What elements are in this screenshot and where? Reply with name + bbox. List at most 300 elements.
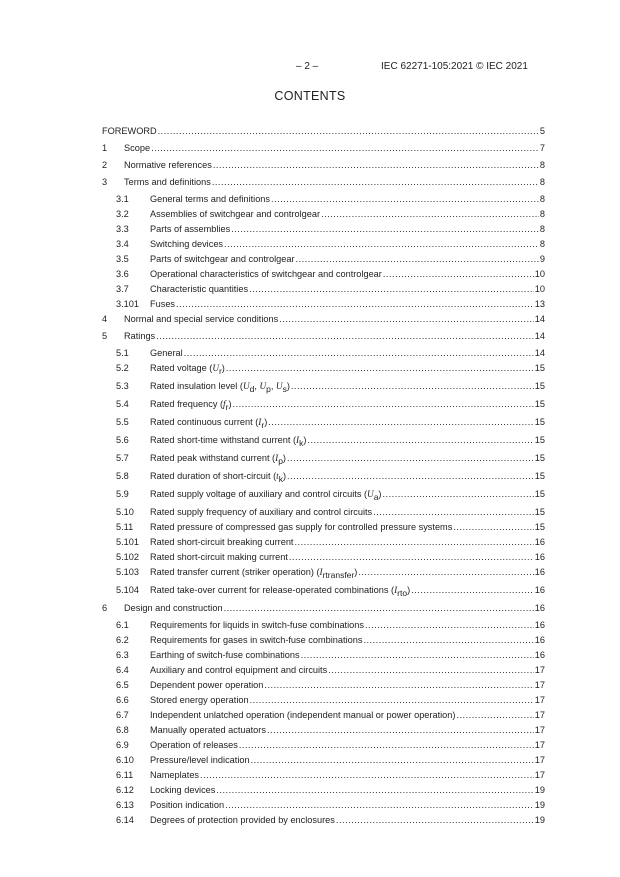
symbol: U [212,363,219,373]
toc-entry-number: 6.9 [116,740,129,750]
dot-leader [382,487,533,502]
symbol-subscript: d [249,384,255,394]
toc-entry-number: 5.10 [116,507,134,517]
toc-entry[interactable] [102,738,545,753]
toc-entry-text: General [150,348,183,358]
toc-entry-page: 19 [534,815,545,825]
toc-entry-title [150,346,183,361]
dot-leader [264,678,533,693]
dot-leader [268,415,534,430]
closing-paren: ) [221,363,225,373]
toc-entry-page: 15 [534,435,545,445]
dot-leader [226,361,534,376]
toc-entry-page: 16 [534,635,545,645]
toc-entry[interactable] [102,207,545,222]
toc-entry-page: 16 [534,620,545,630]
toc-entry-page: 7 [539,143,545,153]
dot-leader [363,633,533,648]
toc-entry[interactable] [102,267,545,282]
dot-leader [176,297,534,312]
toc-entry-number: 5.2 [116,363,129,373]
dot-leader [151,141,539,156]
toc-entry-page: 15 [534,471,545,481]
toc-entry-page: 17 [534,695,545,705]
toc-entry-text: Assemblies of switchgear and controlgear [150,209,321,219]
toc-entry-page: 15 [534,507,545,517]
dot-leader [301,648,534,663]
toc-entry-text: Pressure/level indication [150,755,250,765]
toc-entry-page: 17 [534,665,545,675]
toc-entry-title [102,124,157,139]
dot-leader [224,237,539,252]
toc-entry-page: 15 [534,363,545,373]
toc-entry[interactable] [102,469,545,487]
toc-entry-number: 5.11 [116,522,134,532]
toc-entry-page: 16 [534,567,545,577]
toc-entry[interactable] [102,397,545,415]
toc-entry-number: 6.2 [116,635,129,645]
toc-entry-page: 16 [534,537,545,547]
toc-entry-number: 3 [102,177,108,187]
toc-entry-number: 6.11 [116,770,134,780]
toc-entry-number: 6.14 [116,815,134,825]
toc-entry-number: 3.7 [116,284,129,294]
toc-entry[interactable] [102,192,545,207]
toc-entry-number: 6.1 [116,620,129,630]
toc-entry-title [150,708,455,723]
toc-entry-text: Locking devices [150,785,216,795]
toc-entry-title [150,663,327,678]
toc-entry-title [150,451,286,466]
toc-entry-title [150,237,223,252]
symbol-subscript: p [266,384,271,394]
symbol: U [275,381,283,391]
toc-entry-number: 3.101 [116,299,139,309]
symbol: I [258,417,262,427]
toc-entry[interactable] [102,141,545,158]
toc-entry-text: Rated take-over current for release-operated combinations ( [150,585,395,595]
toc-entry-title [124,158,212,173]
toc-entry-number: 6.5 [116,680,129,690]
toc-entry[interactable] [102,158,545,175]
toc-entry[interactable] [102,753,545,768]
toc-entry-number: 5.1 [116,348,129,358]
toc-entry-title [150,648,300,663]
symbol: f [223,399,226,409]
toc-entry-text: Requirements for gases in switch-fuse combinations [150,635,363,645]
toc-entry-page: 8 [539,177,545,187]
toc-entry-title [150,618,364,633]
toc-entry-text: Rated transfer current (striker operation) ( [150,567,320,577]
toc-entry-page: 16 [534,603,545,613]
toc-entry-number: 6.6 [116,695,129,705]
toc-entry-text: Rated short-time withstand current ( [150,435,297,445]
toc-entry-title [150,550,288,565]
symbol-subscript: rtransfer [322,570,355,580]
toc-entry-number: 5 [102,331,108,341]
toc-entry-text: Rated pressure of compressed gas supply for controlled pressure systems [150,522,453,532]
toc-entry-text: Rated supply frequency of auxiliary and control circuits [150,507,373,517]
toc-entry[interactable] [102,678,545,693]
toc-entry-page: 19 [534,785,545,795]
dot-leader [250,693,534,708]
toc-entry-number: 3.2 [116,209,129,219]
toc-entry-title [150,192,270,207]
toc-entry[interactable] [102,237,545,252]
dot-leader [156,329,534,344]
toc-entry[interactable] [102,487,545,505]
toc-entry[interactable] [102,601,545,618]
toc-entry-page: 17 [534,770,545,780]
toc-entry-number: 6.7 [116,710,129,720]
toc-entry-text: Rated short-circuit breaking current [150,537,294,547]
toc-entry[interactable] [102,618,545,633]
toc-entry[interactable] [102,433,545,451]
symbol: U [242,381,250,391]
toc-entry-text: Rated continuous current ( [150,417,259,427]
toc-entry-title [124,601,223,616]
toc-entry-text: Dependent power operation [150,680,264,690]
toc-entry[interactable] [102,379,545,397]
dot-leader [321,207,539,222]
closing-paren: ) [264,417,268,427]
toc-entry-number: 1 [102,143,108,153]
toc-entry-title [150,723,266,738]
toc-entry-page: 17 [534,755,545,765]
dot-leader [233,397,534,412]
toc-entry-number: 5.9 [116,489,129,499]
toc-entry-page: 8 [539,209,545,219]
symbol: U [259,381,267,391]
dot-leader [213,158,539,173]
toc-entry-number: 5.6 [116,435,129,445]
symbol: I [394,585,398,595]
toc-entry-number: 5.104 [116,585,139,595]
dot-leader [383,267,534,282]
toc-entry-number: 6.3 [116,650,129,660]
toc-entry-text: Scope [124,143,151,153]
toc-entry[interactable] [102,415,545,433]
toc-entry-title [150,469,286,484]
page-title: CONTENTS [274,89,346,103]
toc-entry-title [124,141,150,156]
toc-entry-number: 5.3 [116,381,129,391]
toc-entry[interactable] [102,282,545,297]
closing-paren: ) [407,585,411,595]
dot-leader [239,738,534,753]
toc-entry[interactable] [102,648,545,663]
toc-entry[interactable] [102,693,545,708]
toc-entry-text: Parts of assemblies [150,224,231,234]
dot-leader [289,550,534,565]
symbol-subscript: k [299,438,304,448]
toc-entry-text: General terms and definitions [150,194,271,204]
symbol-subscript: p [278,456,283,466]
dot-leader [158,124,539,139]
toc-entry-page: 8 [539,224,545,234]
toc-entry-title [150,361,225,376]
toc-entry-number: 3.1 [116,194,129,204]
toc-entry-title [150,433,306,448]
dot-leader [295,535,534,550]
toc-entry-page: 15 [534,522,545,532]
toc-entry-title [150,738,238,753]
toc-entry-number: 5.102 [116,552,139,562]
dot-leader [307,433,533,448]
toc-entry-text: Earthing of switch-fuse combinations [150,650,300,660]
toc-entry-title [150,252,295,267]
dot-leader [200,768,534,783]
toc-entry[interactable] [102,723,545,738]
toc-entry-page: 17 [534,740,545,750]
toc-entry-page: 15 [534,453,545,463]
toc-entry-page: 16 [534,650,545,660]
toc-entry-title [150,565,357,580]
toc-entry-text: Rated supply voltage of auxiliary and control circuits ( [150,489,368,499]
dot-leader [373,505,534,520]
toc-entry-text: Operational characteristics of switchgear and controlgear [150,269,382,279]
toc-entry-title: Rated insulation level ($U_d$, $U_p$, $U_s$) [150,381,290,394]
dot-leader [271,192,539,207]
toc-entry-page: 16 [534,585,545,595]
toc-entry-page: 17 [534,725,545,735]
toc-entry[interactable] [102,124,545,141]
dot-leader [336,813,534,828]
toc-entry[interactable] [102,297,545,312]
toc-entry-text: Rated frequency ( [150,399,224,409]
closing-paren: ) [228,399,232,409]
toc-entry-number: 6.10 [116,755,134,765]
toc-entry-page: 15 [534,399,545,409]
toc-entry-text: Terms and definitions [124,177,211,187]
toc-entry[interactable] [102,451,545,469]
toc-entry-title [150,415,267,430]
toc-entry-page: 8 [539,160,545,170]
dot-leader [291,379,534,394]
toc-entry[interactable] [102,535,545,550]
toc-entry-page: 8 [539,194,545,204]
dot-leader [411,583,534,598]
toc-entry-page: 8 [539,239,545,249]
dot-leader [296,252,539,267]
dot-leader [453,520,533,535]
toc-entry-number: 3.5 [116,254,129,264]
toc-entry-number: 3.4 [116,239,129,249]
closing-paren: ) [378,489,382,499]
toc-entry-page: 17 [534,710,545,720]
toc-entry[interactable] [102,550,545,565]
closing-paren: ) [286,381,290,391]
toc-entry-title [150,768,199,783]
dot-leader [328,663,534,678]
symbol-subscript: r [261,420,265,430]
toc-entry-text: Parts of switchgear and controlgear [150,254,295,264]
toc-entry-text: Characteristic quantities [150,284,249,294]
toc-entry-number: 6.13 [116,800,134,810]
dot-leader [231,222,539,237]
toc-entry-text: Normative references [124,160,212,170]
toc-entry-title [124,329,155,344]
symbol-subscript: k [278,474,283,484]
dot-leader [358,565,533,580]
toc-entry-page: 14 [534,314,545,324]
toc-entry[interactable] [102,768,545,783]
toc-entry[interactable] [102,783,545,798]
toc-entry-number: 6 [102,603,108,613]
toc-entry-page: 15 [534,489,545,499]
toc-entry-text: Auxiliary and control equipment and circuits [150,665,328,675]
toc-entry-title [150,207,320,222]
toc-entry-page: 10 [534,269,545,279]
toc-entry-text: Rated voltage ( [150,363,213,373]
symbol: I [275,453,279,463]
toc-entry-page: 5 [539,126,545,136]
symbol-subscript: s [282,384,287,394]
toc-entry[interactable] [102,329,545,346]
toc-entry-text: Rated peak withstand current ( [150,453,276,463]
dot-leader [224,601,534,616]
dot-leader [287,469,534,484]
toc-entry-text: Rated short-circuit making current [150,552,288,562]
symbol-subscript: rto [397,588,408,598]
toc-entry[interactable] [102,346,545,361]
toc-entry-text: Switching devices [150,239,224,249]
toc-entry-number: 3.6 [116,269,129,279]
toc-entry-title [150,583,410,598]
symbol: I [296,435,300,445]
toc-entry-page: 17 [534,680,545,690]
toc-entry-title [150,505,372,520]
toc-entry-page: 15 [534,381,545,391]
toc-entry-title [150,535,294,550]
dot-leader [365,618,534,633]
toc-entry-title [150,297,175,312]
toc-entry-number: 3.3 [116,224,129,234]
toc-entry-title [150,798,224,813]
toc-entry[interactable] [102,252,545,267]
toc-entry-text: Requirements for liquids in switch-fuse combinations [150,620,364,630]
toc-entry[interactable] [102,361,545,379]
table-of-contents [102,124,545,828]
toc-entry-number: 5.8 [116,471,129,481]
toc-entry-text: Fuses [150,299,176,309]
toc-entry-number: 6.8 [116,725,129,735]
toc-entry-page: 14 [534,348,545,358]
toc-entry[interactable] [102,505,545,520]
closing-paren: ) [354,567,358,577]
toc-entry-page: 10 [534,284,545,294]
toc-entry-number: 5.5 [116,417,129,427]
toc-entry-number: 5.7 [116,453,129,463]
toc-entry-title [150,633,362,648]
symbol-subscript: r [225,402,229,412]
toc-entry-title [150,753,250,768]
toc-entry-page: 14 [534,331,545,341]
toc-entry-text: Degrees of protection provided by enclosures [150,815,335,825]
symbol: U [367,489,374,499]
dot-leader [184,346,534,361]
toc-entry-text: Operation of releases [150,740,238,750]
symbol: t [276,471,279,481]
toc-entry-text: Independent unlatched operation (independent manual or power operation) [150,710,456,720]
toc-entry-text: Normal and special service conditions [124,314,279,324]
toc-entry[interactable] [102,583,545,601]
toc-entry-title [150,222,230,237]
toc-entry-page: 13 [534,299,545,309]
toc-entry-text: Rated duration of short-circuit ( [150,471,277,481]
toc-entry-title [150,267,382,282]
closing-paren: ) [282,453,286,463]
toc-entry-title [124,175,211,190]
symbol-subscript: a [373,492,379,502]
toc-entry-text: FOREWORD [102,126,157,136]
toc-entry[interactable] [102,175,545,192]
toc-entry-number: 5.103 [116,567,139,577]
toc-entry-number: 4 [102,314,108,324]
dot-leader [287,451,534,466]
toc-entry[interactable] [102,813,545,828]
toc-entry-page: 19 [534,800,545,810]
dot-leader [212,175,539,190]
toc-entry-title [150,282,248,297]
dot-leader [216,783,533,798]
toc-entry[interactable] [102,798,545,813]
dot-leader [249,282,534,297]
toc-entry-title [150,693,249,708]
toc-entry-page: 15 [534,417,545,427]
toc-entry-text: Design and construction [124,603,223,613]
toc-entry-number: 6.4 [116,665,129,675]
symbol: I [319,567,323,577]
closing-paren: ) [303,435,307,445]
toc-entry-page: 9 [539,254,545,264]
toc-entry-title [124,312,278,327]
toc-entry[interactable] [102,222,545,237]
toc-entry-number: 6.12 [116,785,134,795]
dot-leader [267,723,534,738]
page-number: – 2 – [296,61,319,72]
toc-entry-text: Ratings [124,331,156,341]
closing-paren: ) [282,471,287,481]
toc-entry-title [150,520,452,535]
toc-entry[interactable] [102,520,545,535]
toc-entry-title [150,813,335,828]
toc-entry-title [150,397,232,412]
dot-leader [456,708,533,723]
toc-entry[interactable] [102,565,545,583]
symbol-subscript: r [218,366,222,376]
dot-leader [225,798,534,813]
standard-reference: IEC 62271-105:2021 © IEC 2021 [381,61,528,72]
toc-entry-title [150,783,215,798]
toc-entry-title [150,678,263,693]
toc-entry-number: 5.101 [116,537,139,547]
toc-entry-number: 5.4 [116,399,129,409]
toc-entry[interactable] [102,312,545,329]
toc-entry-text: Manually operated actuators [150,725,266,735]
toc-entry-page: 16 [534,552,545,562]
toc-entry-number: 2 [102,160,108,170]
toc-entry[interactable] [102,663,545,678]
toc-entry-text: Rated insulation level ( [150,381,243,391]
toc-entry[interactable] [102,708,545,723]
toc-entry-text: Position indication [150,800,225,810]
toc-entry-text: Stored energy operation [150,695,249,705]
toc-entry[interactable] [102,633,545,648]
dot-leader [251,753,534,768]
dot-leader [279,312,534,327]
toc-entry-text: Nameplates [150,770,200,780]
